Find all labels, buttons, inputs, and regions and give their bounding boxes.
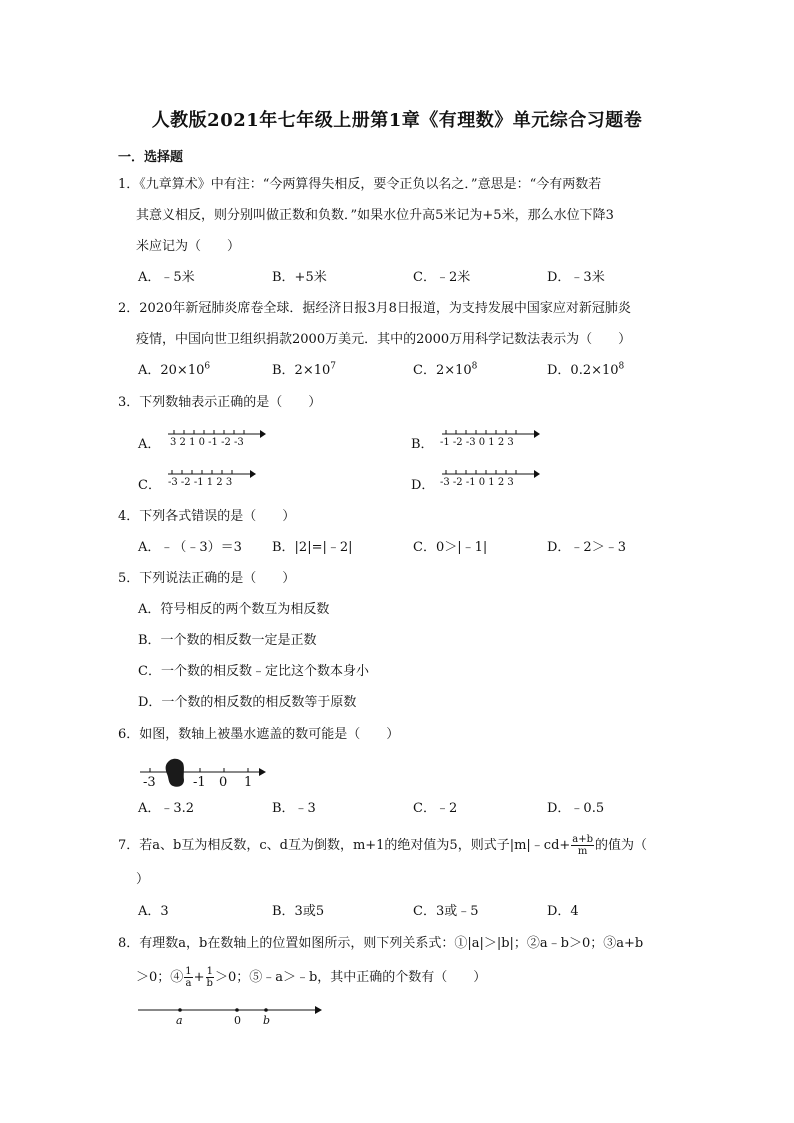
q8-line-1: 8．有理数a，b在数轴上的位置如图所示，则下列关系式：①|a|＞|b|；②a﹣b＞0；③a+b xyxy=(118,936,644,951)
q6-option-c[interactable]: C．﹣2 xyxy=(413,801,458,816)
q7-option-a[interactable]: A．3 xyxy=(138,904,169,919)
q5-line-1: 5．下列说法正确的是（ ） xyxy=(118,571,296,586)
q8-axis-label-a: a xyxy=(176,1014,183,1027)
q4-option-c[interactable]: C．0＞|﹣1| xyxy=(413,540,488,555)
q8-fraction-1-den: a xyxy=(185,978,192,989)
q7-fraction-num: a+b xyxy=(572,834,594,845)
q4-option-a[interactable]: A．﹣（﹣3）＝3 xyxy=(138,540,242,555)
q8-text-a: ＞0；④ xyxy=(136,970,184,985)
q1-option-a[interactable]: A．﹣5米 xyxy=(138,270,195,285)
q2-option-c-base: C．2×10 xyxy=(413,363,472,378)
q8-axis-label-b: b xyxy=(263,1014,271,1027)
q1-line-3: 米应记为（ ） xyxy=(136,239,241,254)
q7-fraction-den: m xyxy=(577,846,588,857)
q3-option-a[interactable]: A． xyxy=(138,437,161,452)
ink-blot xyxy=(166,759,184,787)
q2-option-b-base: B．2×10 xyxy=(272,363,331,378)
q6-option-b[interactable]: B．﹣3 xyxy=(272,801,316,816)
q3-option-b[interactable]: B． xyxy=(411,437,434,452)
q4-line-1: 4．下列各式错误的是（ ） xyxy=(118,509,296,524)
q7-option-b[interactable]: B．3或5 xyxy=(272,904,325,919)
q6-line-1: 6．如图，数轴上被墨水遮盖的数可能是（ ） xyxy=(118,727,400,742)
q8-plus: + xyxy=(193,970,205,985)
q7-text-post: 的值为（ xyxy=(595,838,648,853)
q7-line-1 xyxy=(118,834,647,857)
q3-line-1: 3．下列数轴表示正确的是（ ） xyxy=(118,395,322,410)
q8-line-2 xyxy=(136,966,486,989)
q1-line-2: 其意义相反，则分别叫做正数和负数．”如果水位升高5米记为+5米，那么水位下降3 xyxy=(136,208,614,223)
page-title: 人教版2021年七年级上册第1章《有理数》单元综合习题卷 xyxy=(151,110,643,131)
q3-axis-d-labels: -3 -2 -1 0 1 2 3 xyxy=(440,477,514,488)
q4-option-b[interactable]: B．|2|=|﹣2| xyxy=(272,540,353,555)
q3-option-d[interactable]: D． xyxy=(411,478,435,493)
q2-line-1: 2．2020年新冠肺炎席卷全球．据经济日报3月8日报道，为支持发展中国家应对新冠肺炎 xyxy=(118,301,631,316)
q2-option-d-base: D．0.2×10 xyxy=(547,363,619,378)
q8-fraction-2-den: b xyxy=(206,978,213,989)
q1-option-b[interactable]: B．+5米 xyxy=(272,270,327,285)
q7-text-pre: 7．若a、b互为相反数，c、d互为倒数，m+1的绝对值为5，则式子|m|﹣cd+ xyxy=(118,838,571,853)
q5-option-d[interactable]: D．一个数的相反数的相反数等于原数 xyxy=(138,695,357,710)
q2-option-a-base: A．20×10 xyxy=(138,363,205,378)
q2-option-a-exp: 6 xyxy=(204,361,211,372)
q8-fraction-1-num: 1 xyxy=(185,966,192,977)
q8-fraction-1 xyxy=(184,966,192,989)
section-heading: 一．选择题 xyxy=(118,150,184,165)
q3-axis-b-labels: -1 -2 -3 0 1 2 3 xyxy=(440,437,514,448)
q7-line-2: ） xyxy=(136,872,150,887)
q6-option-a[interactable]: A．﹣3.2 xyxy=(138,801,195,816)
q4-option-d[interactable]: D．﹣2＞﹣3 xyxy=(547,540,626,555)
q7-option-d[interactable]: D．4 xyxy=(547,904,579,919)
q8-fraction-2-num: 1 xyxy=(206,966,213,977)
q8-fraction-2 xyxy=(206,966,214,989)
q2-option-b-exp: 7 xyxy=(330,361,336,372)
q7-option-c[interactable]: C．3或﹣5 xyxy=(413,904,479,919)
q8-text-b: ＞0；⑤﹣a＞﹣b，其中正确的个数有（ ） xyxy=(214,970,487,985)
q8-number-line xyxy=(138,1004,324,1018)
q1-option-c[interactable]: C．﹣2米 xyxy=(413,270,471,285)
q5-option-a[interactable]: A．符号相反的两个数互为相反数 xyxy=(138,602,330,617)
q6-axis-label-neg3: -3 xyxy=(143,775,156,790)
q6-axis-label-1: 1 xyxy=(244,775,253,790)
q2-option-a[interactable] xyxy=(138,362,210,380)
q5-option-b[interactable]: B．一个数的相反数一定是正数 xyxy=(138,633,317,648)
q2-option-d-exp: 8 xyxy=(618,361,625,372)
q3-option-c[interactable]: C． xyxy=(138,478,161,493)
q1-option-d[interactable]: D．﹣3米 xyxy=(547,270,605,285)
q8-axis-label-0: 0 xyxy=(234,1014,241,1027)
q2-line-2: 疫情，中国向世卫组织捐款2000万美元．其中的2000万用科学记数法表示为（ ） xyxy=(136,332,632,347)
q2-option-b[interactable] xyxy=(272,362,336,380)
q2-option-c-exp: 8 xyxy=(471,361,478,372)
q2-option-d[interactable] xyxy=(547,362,624,380)
q5-option-c[interactable]: C．一个数的相反数﹣定比这个数本身小 xyxy=(138,664,369,679)
q6-option-d[interactable]: D．﹣0.5 xyxy=(547,801,605,816)
q6-axis-label-neg1: -1 xyxy=(193,775,206,790)
q1-line-1: 1．《九章算术》中有注：“今两算得失相反，要令正负以名之．”意思是：“今有两数若 xyxy=(118,177,602,192)
q2-option-c[interactable] xyxy=(413,362,477,380)
q7-fraction xyxy=(571,834,594,857)
q3-axis-a-labels: 3 2 1 0 -1 -2 -3 xyxy=(170,437,244,448)
q6-axis-label-0: 0 xyxy=(219,775,228,790)
q3-axis-c-labels: -3 -2 -1 1 2 3 xyxy=(168,477,233,488)
